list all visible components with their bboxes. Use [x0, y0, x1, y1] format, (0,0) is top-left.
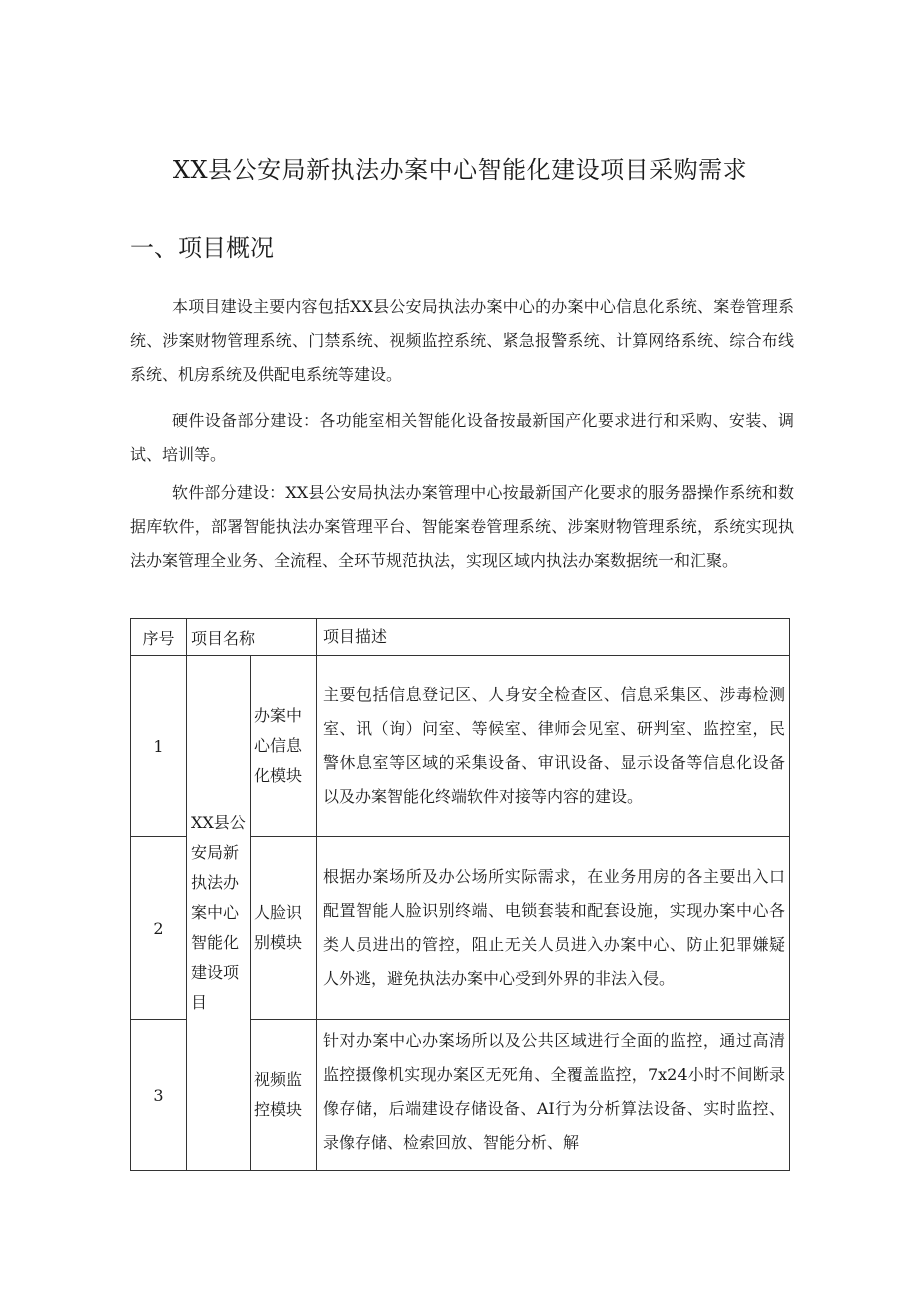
module-name: 办案中心信息化模块: [251, 656, 317, 837]
section-heading-overview: 一、项目概况: [130, 234, 274, 262]
paragraph-software: 软件部分建设：XX县公安局执法办案管理中心按最新国产化要求的服务器操作系统和数据库软件，部署智能执法办案管理平台、智能案卷管理系统、涉案财物管理系统，系统实现执法办案管理全业务、全流程、全环节规范执法，实现区域内执法办案数据统一和汇聚。: [130, 483, 794, 570]
module-desc: 针对办案中心办案场所以及公共区域进行全面的监控，通过高清监控摄像机实现办案区无死角、全覆盖监控，7x24小时不间断录像存储，后端建设存储设备、AI行为分析算法设备、实时监控、录像存储、检索回放、智能分析、解: [317, 1020, 790, 1171]
paragraph-hardware: 硬件设备部分建设：各功能室相关智能化设备按最新国产化要求进行和采购、安装、调试、培训等。: [130, 411, 794, 464]
row-no: 2: [131, 837, 187, 1020]
row-no: 1: [131, 656, 187, 837]
table-row: [131, 656, 790, 837]
table-header-row: [131, 619, 790, 656]
module-desc: 主要包括信息登记区、人身安全检查区、信息采集区、涉毒检测室、讯（询）问室、等候室、律师会见室、研判室、监控室，民警休息室等区域的采集设备、审讯设备、显示设备等信息化设备以及办案智能化终端软件对接等内容的建设。: [317, 656, 790, 837]
module-name: 人脸识别模块: [251, 837, 317, 1020]
requirements-table: [130, 618, 790, 1171]
header-no: 序号: [131, 619, 187, 656]
project-name-cell: XX县公安局新执法办案中心智能化建设项目: [187, 656, 251, 1171]
module-desc: 根据办案场所及办公场所实际需求，在业务用房的各主要出入口配置智能人脸识别终端、电锁套装和配套设施，实现办案中心各类人员进出的管控，阻止无关人员进入办案中心、防止犯罪嫌疑人外逃，避免执法办案中心受到外界的非法入侵。: [317, 837, 790, 1020]
header-name: 项目名称: [187, 619, 317, 656]
header-desc: 项目描述: [317, 619, 790, 656]
row-no: 3: [131, 1020, 187, 1171]
module-name: 视频监控模块: [251, 1020, 317, 1171]
paragraph-scope: 本项目建设主要内容包括XX县公安局执法办案中心的办案中心信息化系统、案卷管理系统、涉案财物管理系统、门禁系统、视频监控系统、紧急报警系统、计算网络系统、综合布线系统、机房系统及供配电系统等建设。: [130, 297, 794, 384]
document-title: XX县公安局新执法办案中心智能化建设项目采购需求: [172, 156, 748, 184]
